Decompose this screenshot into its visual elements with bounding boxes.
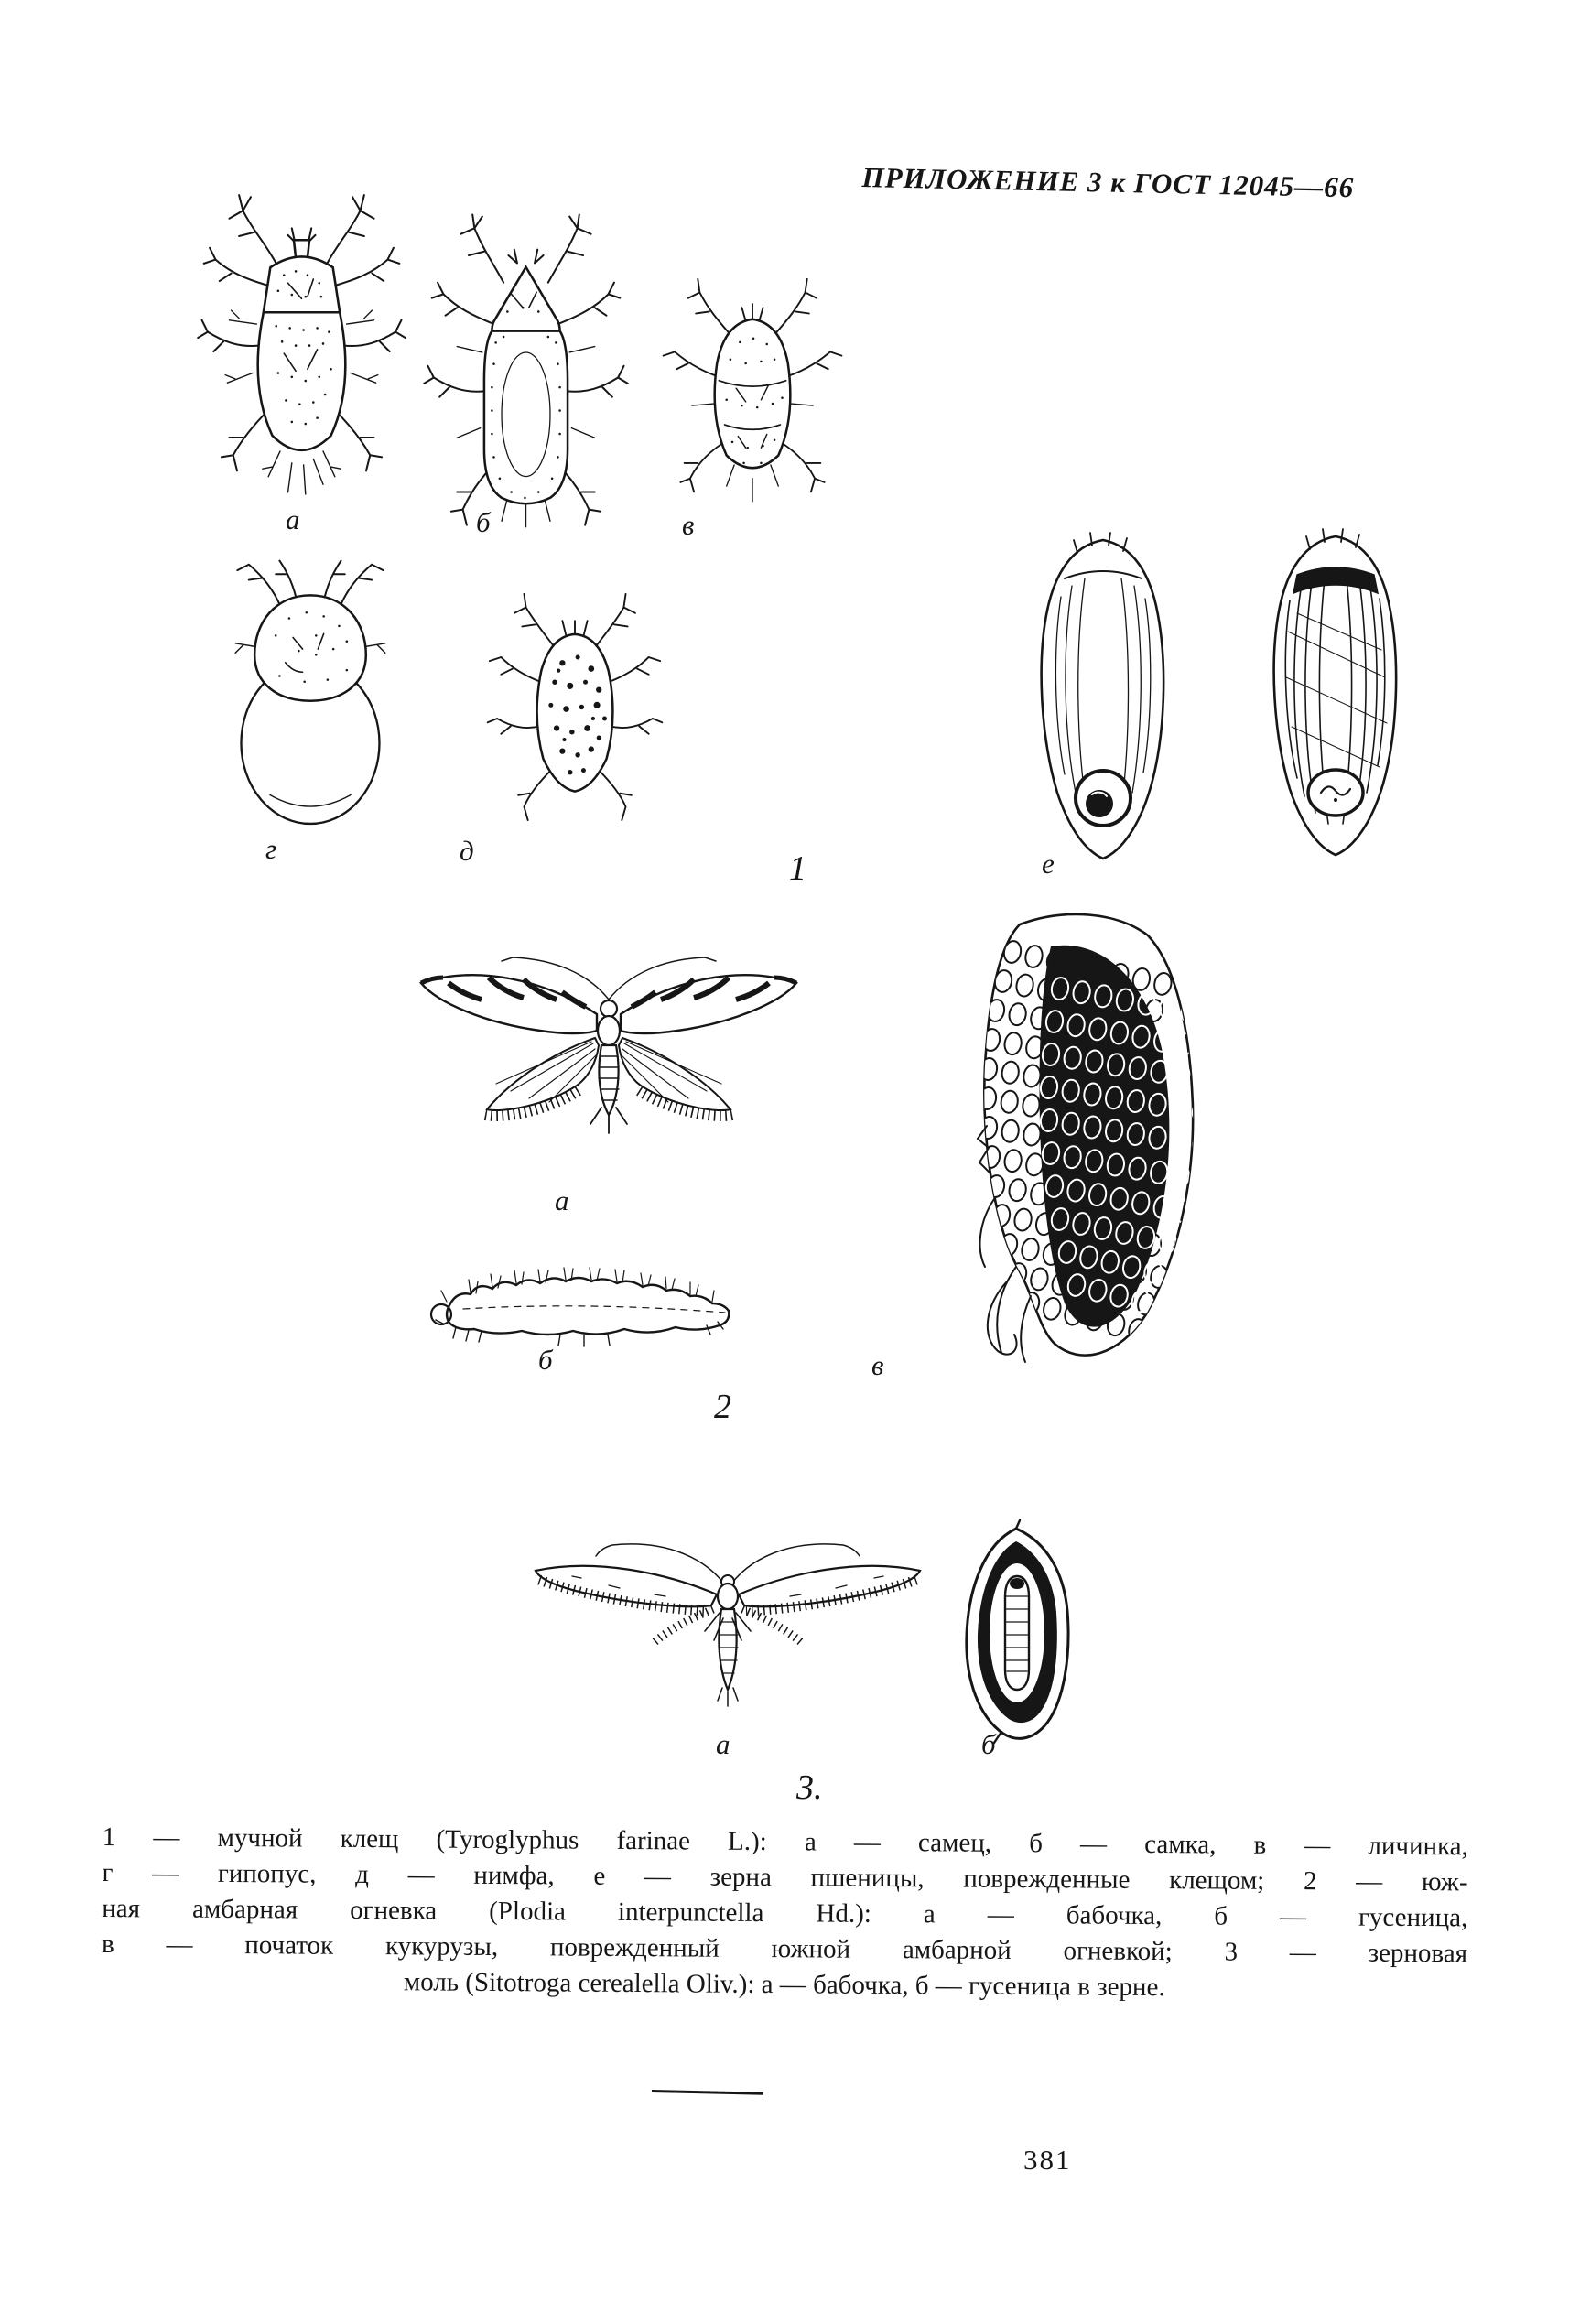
grain-moth-drawing bbox=[517, 1501, 938, 1748]
figure-group-1-number: 1 bbox=[789, 849, 806, 888]
caption-line-3: ная амбарная огневка (Plodia interpunctella Hd.): а — бабочка, б — гусеница, bbox=[102, 1893, 1468, 1933]
figure-label-1g: г bbox=[265, 833, 277, 865]
mite-larva-drawing bbox=[652, 264, 853, 524]
mite-female-drawing bbox=[414, 207, 638, 532]
figure-label-2b: б bbox=[538, 1344, 553, 1376]
figure-label-1d: д bbox=[460, 835, 474, 867]
figure-label-3b: б bbox=[981, 1728, 996, 1760]
figure-label-1v: в bbox=[682, 509, 695, 541]
flour-moth-drawing bbox=[401, 941, 817, 1211]
figure-group-3-number: 3. bbox=[796, 1768, 823, 1807]
figure-label-1e: е bbox=[1042, 848, 1055, 880]
figure-label-2a: а bbox=[555, 1184, 569, 1216]
figure-label-3a: а bbox=[716, 1728, 730, 1760]
page-number: 381 bbox=[1023, 2144, 1072, 2176]
caption-line-4: в — початок кукурузы, поврежденный южной амбарной огневкой; 3 — зерновая bbox=[101, 1929, 1468, 1969]
figure-label-2v: в bbox=[871, 1349, 884, 1381]
mite-hypopus-drawing bbox=[212, 555, 409, 838]
damaged-corn-cob-drawing bbox=[899, 897, 1242, 1378]
mite-male-drawing bbox=[194, 181, 409, 522]
flour-moth-caterpillar-drawing bbox=[423, 1250, 748, 1360]
damaged-wheat-grains-drawing bbox=[1012, 520, 1451, 886]
figure-label-1a: а bbox=[286, 503, 300, 535]
figure-label-1b: б bbox=[476, 506, 491, 538]
grain-with-caterpillar-drawing bbox=[943, 1518, 1094, 1751]
mite-nymph-drawing bbox=[474, 582, 676, 834]
figure-caption bbox=[102, 1820, 1468, 2007]
caption-line-2: г — гипопус, д — нимфа, е — зерна пшеницы, поврежденные клещом; 2 — юж- bbox=[102, 1857, 1468, 1897]
figure-group-2-number: 2 bbox=[714, 1388, 731, 1426]
footer-divider-rule bbox=[652, 2090, 763, 2095]
caption-line-5: моль (Sitotroga cerealella Oliv.): а — бабочка, б — гусеница в зерне. bbox=[403, 1967, 1165, 2003]
caption-line-1: 1 — мучной клещ (Tyroglyphus farinae L.): а — самец, б — самка, в — личинка, bbox=[102, 1821, 1468, 1862]
appendix-header: ПРИЛОЖЕНИЕ 3 к ГОСТ 12045—66 bbox=[861, 161, 1355, 204]
